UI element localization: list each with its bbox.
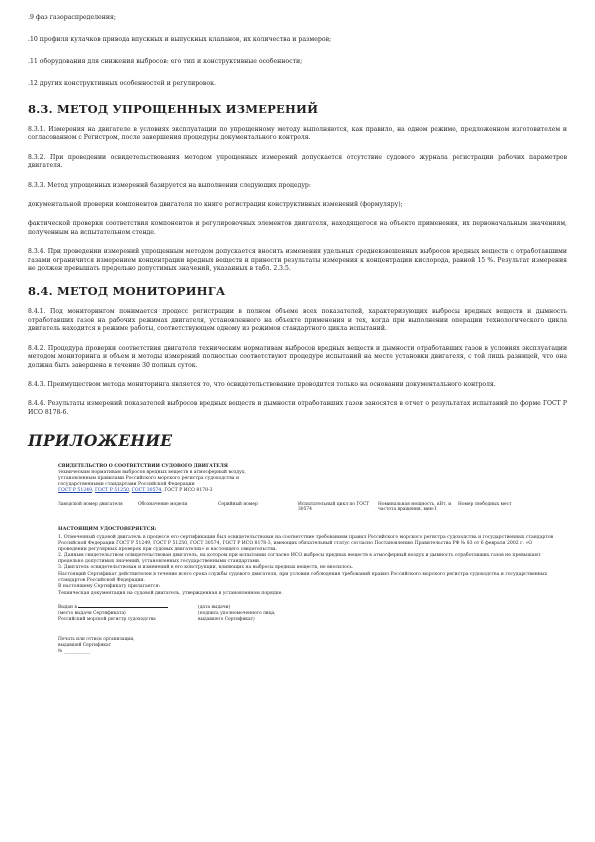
- paragraph: 8.3.3. Метод упрощенных измерений базируется на выполнении следующих процедур:: [28, 181, 311, 189]
- grid-cell: Испытательный цикл по ГОСТ 30574: [298, 501, 370, 513]
- gost-link[interactable]: ГОСТ Р 51249: [58, 487, 93, 493]
- paragraph: 8.4.1. Под мониторингом понимается процесс регистрации в полном объеме всех показателей, характеризующих выбросы вредных веществ и дымность отработавших газов на рабочих режимах двигателя, установленного на объекте применения и тех, когда при выполнении операции технологического цикла двигатель находится в режиме работы, соответствующем одному из режимов стандартного цикла испытаний.: [28, 308, 567, 333]
- paragraph: 8.3.2. При проведении освидетельствования методом упрощенных измерений допускается отсутствие судового журнала регистрации рабочих параметров двигателя.: [28, 153, 567, 170]
- paragraph: 8.3.1. Измерения на двигателе в условиях эксплуатации по упрощенному методу выполняются, как правило, на одном режиме, предложенном изготовителем и согласованном с Регистром, после завершения процедуры документального контроля.: [28, 126, 567, 142]
- gost-list: ГОСТ Р 51249, ГОСТ Р 51250, ГОСТ 30574, ГОСТ Р ИСО 8178-3: [58, 487, 213, 493]
- certificate-paragraph: Техническая документация на судовой двигатель, утвержденная в установленном порядке.: [58, 590, 283, 596]
- signature-line: [78, 607, 168, 608]
- footer-line: Печать или оттиск организации,: [58, 636, 135, 642]
- paragraph: 8.4.3. Преимуществом метода мониторинга является то, что освидетельствование проводится только на основании документального контроля.: [28, 380, 496, 388]
- grid-cell: Номинальная мощность, кВт, и частота вращения, мин-1: [378, 501, 452, 513]
- section-heading-8-3: 8.3. МЕТОД УПРОЩЕННЫХ ИЗМЕРЕНИЙ: [28, 102, 319, 116]
- registry-name: Российский морской регистр судоходства: [58, 616, 156, 622]
- signature-block: [58, 605, 567, 623]
- footer-line: выдавшей Сертификат: [58, 642, 112, 648]
- certificate-line: техническим нормативам выбросов вредных веществ в атмосферный воздух,: [58, 470, 246, 476]
- signature-left: [58, 605, 198, 623]
- certificate-body: [58, 535, 558, 597]
- footer-stamp: [58, 637, 567, 655]
- paragraph: 8.4.2. Процедура проверки соответствия двигателя техническим нормативам выбросов вредных веществ и дымности отработавших газов в условиях эксплуатации методом мониторинга и объем и методы измерений полностью соответствуют процедуре испытаний на месте установки двигателя, с той лишь разницей, что она должна быть завершена в течение 30 полных суток.: [28, 344, 567, 369]
- engine-fields-grid: [58, 502, 538, 513]
- certificate-title: СВИДЕТЕЛЬСТВО О СООТВЕТСТВИИ СУДОВОГО ДВИГАТЕЛЯ: [58, 464, 228, 470]
- certificate-block: [28, 464, 567, 655]
- gost-link[interactable]: ГОСТ 30574: [131, 487, 162, 493]
- signatory-caption-2: выдавшего Сертификат): [198, 616, 255, 622]
- issued-in-label: Выдан в: [58, 604, 77, 610]
- footer-line: № ____________: [58, 648, 90, 654]
- list-item: .11 оборудования для снижения выбросов: его тип и конструктивные особенности;: [28, 58, 303, 65]
- list-item: .9 фаз газораспределения;: [28, 14, 116, 21]
- certificate-paragraph: 2. Данным свидетельством освидетельствован двигатель, на котором при испытании согласно ИСО выбросы вредных веществ в атмосферный воздух и дымность отработавших газов не превышают предельно допустимых значений, установленных государственными стандартами.: [58, 553, 541, 564]
- signature-right: [198, 605, 398, 623]
- section-heading-8-4: 8.4. МЕТОД МОНИТОРИНГА: [28, 284, 226, 299]
- grid-cell: Серийный номер: [218, 501, 258, 507]
- certificate-paragraph: 3. Двигатель освидетельствован и изменений в его конструкции, влияющих на выбросы вредных веществ, не вносилось.: [58, 565, 354, 571]
- grid-cell: Заводской номер двигателя: [58, 501, 123, 507]
- gost-tail: , ГОСТ Р ИСО 8178-3: [161, 487, 213, 493]
- paragraph: документальной проверки компонентов двигателя по книге регистрации конструктивных изменений (формуляру);: [28, 201, 403, 209]
- paragraph: 8.3.4. При проведении измерений упрощенным методом допускается вносить изменения удельных средневзвешенных выбросов вредных веществ с отработавшими газами ограничится измерением концентрации вредных веществ и принести результаты измерения к концентрации кислорода, равной 15 %. Результат измерения не должен превышать предельно допустимых значений, указанных в табл. 2.3.5.: [28, 248, 567, 273]
- issue-date-caption: (дата выдачи): [198, 604, 231, 610]
- paragraph: 8.4.4. Результаты измерений показателей выбросов вредных веществ и дымности отработавших газов заносятся в отчет о результатах испытаний по форме ГОСТ Р ИСО 8178-6.: [28, 400, 567, 416]
- paragraph: фактической проверки соответствия компонентов и регулировочных элементов двигателя, находящегося на объекте применения, их первоначальным значениям, полученным на испытательном стенде.: [28, 220, 567, 236]
- gost-link[interactable]: ГОСТ Р 51250: [94, 487, 129, 493]
- list-item: .12 других конструктивных особенностей и регулировок.: [28, 80, 216, 87]
- grid-cell: Номер свободных мест: [458, 501, 512, 507]
- certificate-line: установленным правилами Российского морского регистра судоходства и: [58, 475, 240, 481]
- grid-cell: Обозначение модели: [138, 501, 188, 507]
- certificate-paragraph: Настоящий Сертификат действителен в течение всего срока службы судового двигателя, при условии соблюдения требований правил Российского морского регистра судоходства и государственных стандартов Российской Федерации.: [58, 571, 548, 583]
- certificate-line: государственными стандартами Российской Федерации: [58, 481, 195, 487]
- list-item: .10 профиля кулачков привода впускных и выпускных клапанов, их количества и размеров;: [28, 36, 332, 43]
- issue-place-caption: (место выдачи Сертификата): [58, 610, 126, 616]
- signatory-caption: (подпись уполномоченного лица,: [198, 610, 276, 616]
- certificate-paragraph: 1. Отмеченный судовой двигатель в процессе его сертификации был освидетельствован на соответствие требованиям правил Российского морского регистра судоходства и государственных стандартов Российской Федерации ГОСТ Р 51249, ГОСТ Р 51250, ГОСТ 30574, ГОСТ Р ИСО 8178-3, имеющих обязательный статус согласно Постановлению Правительства РФ № 83 от 6 февраля 2002 г. «О проведении регулярных проверок при судовых двигателях» и настоящего свидетельства.: [58, 534, 554, 552]
- present-heading: НАСТОЯЩИМ УДОСТОВЕРЯЕТСЯ:: [58, 525, 157, 532]
- appendix-heading: ПРИЛОЖЕНИЕ: [28, 431, 173, 451]
- certificate-paragraph: В настоящему Сертификату прилагается:: [58, 584, 161, 590]
